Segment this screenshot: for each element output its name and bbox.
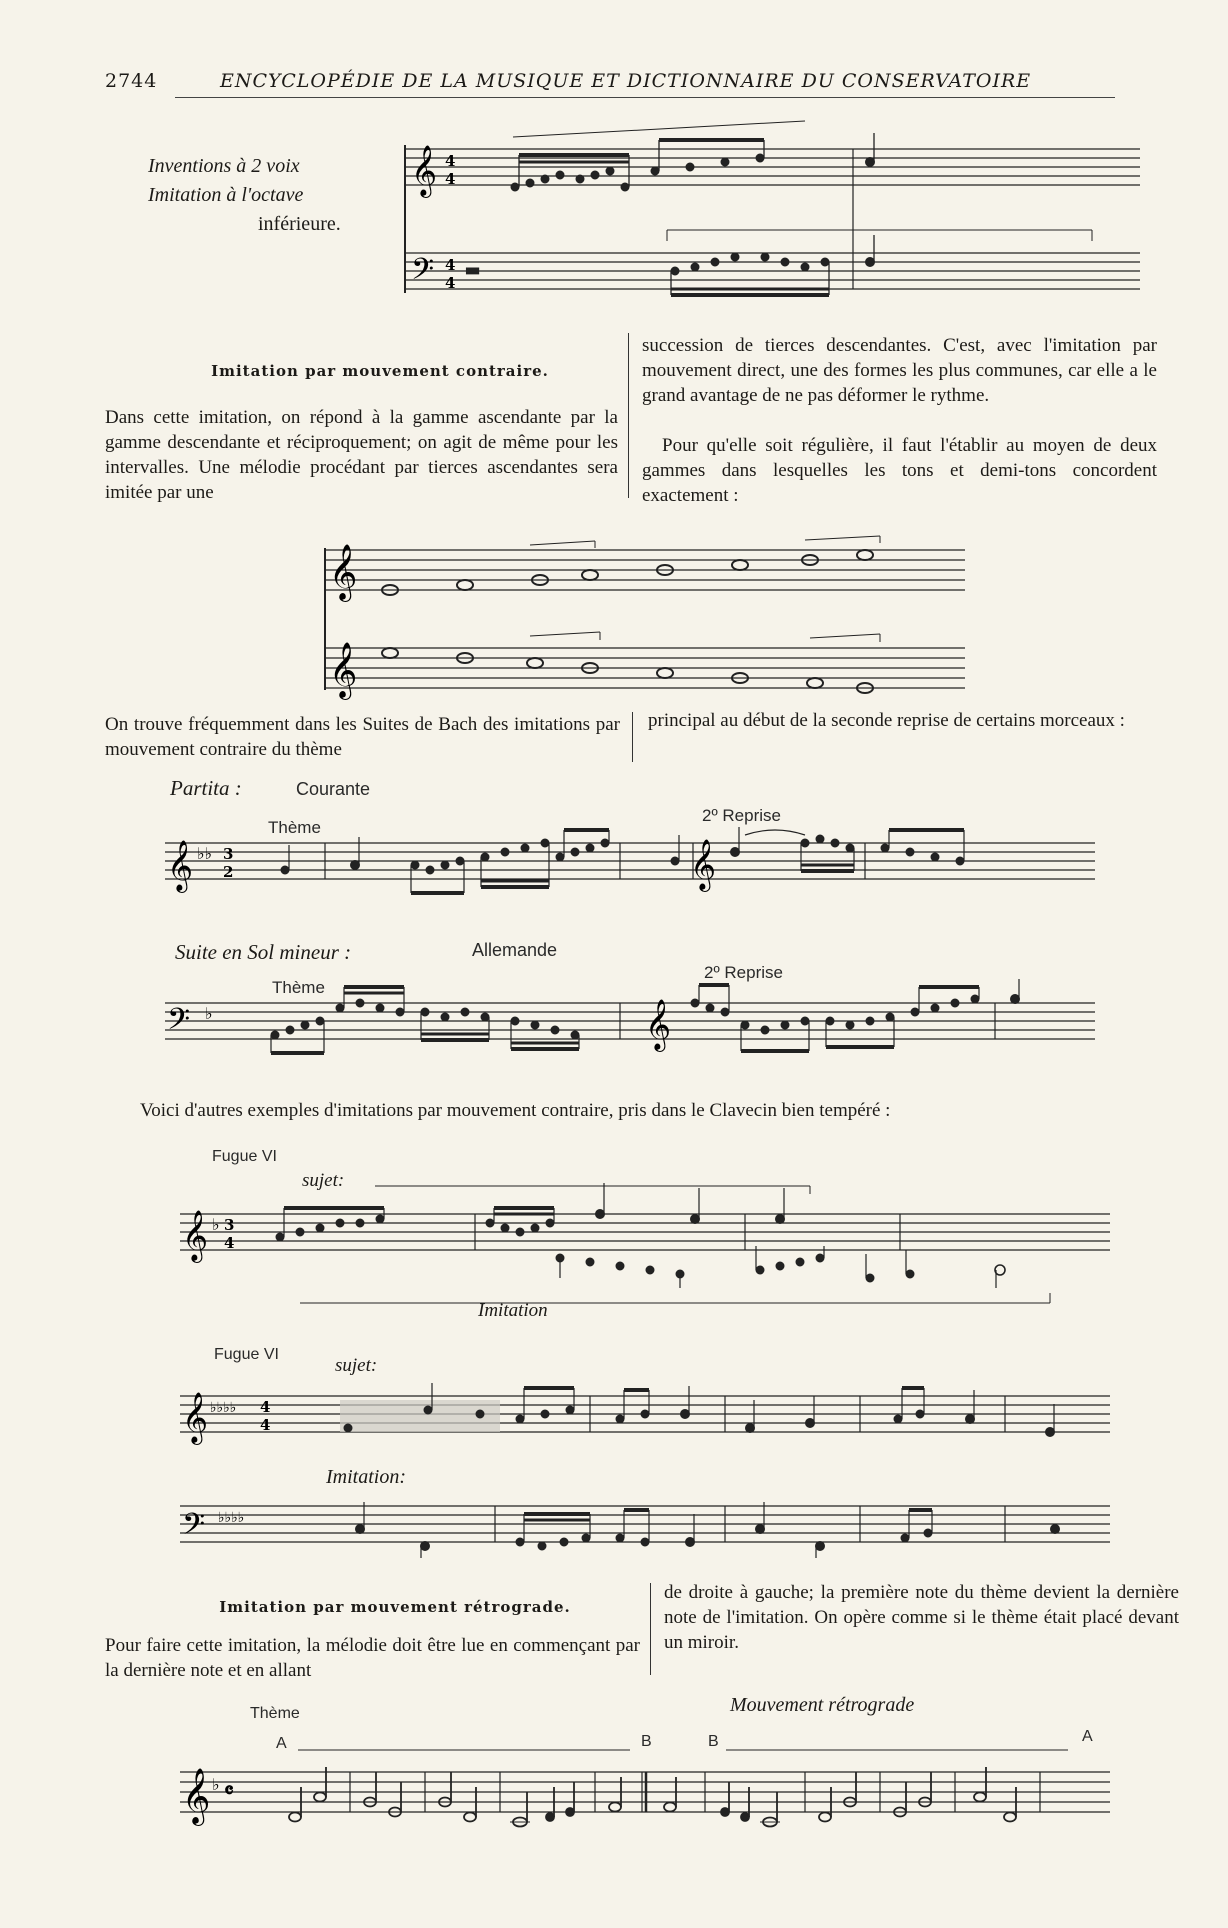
staff-lines-bass — [405, 253, 1140, 289]
column-rule — [632, 712, 633, 762]
svg-text:♭♭: ♭♭ — [197, 844, 213, 863]
section1-right-paragraph-1: succession de tierces descendantes. C'est, avec l'imitation par mouvement direct, une des formes les plus communes, car elle a le grand avantage de ne pas déformer le rythme. — [642, 335, 1157, 406]
treble-clef-icon: 𝄞 — [182, 1392, 209, 1443]
running-title: ENCYCLOPÉDIE DE LA MUSIQUE ET DICTIONNAIRE DU CONSERVATOIRE — [220, 70, 1032, 92]
scale-lower-notes — [382, 632, 880, 693]
bass-clef-icon: 𝄢 — [411, 253, 435, 294]
bass-clef-icon: 𝄢 — [167, 1003, 191, 1044]
section1-left-paragraph: Dans cette imitation, on répond à la gamme ascendante par la gamme descendante et réciproquement; on agit de même pour les intervalles. Une mélodie procédant par tierces ascendantes sera imitée par une — [105, 407, 618, 503]
section-heading-retrograde: Imitation par mouvement rétrograde. — [219, 1598, 571, 1616]
svg-text:4: 4 — [260, 1398, 271, 1416]
fugue1-imitation-label: Imitation — [478, 1300, 548, 1321]
svg-text:4: 4 — [445, 152, 456, 170]
caption-line-3: inférieure. — [258, 213, 341, 235]
marker-b-end: B — [641, 1733, 652, 1750]
fugue2-imitation-label: Imitation: — [326, 1466, 406, 1488]
marker-a-start: A — [276, 1735, 287, 1752]
fugue1-subject-label: sujet: — [302, 1170, 345, 1191]
treble-clef-icon: 𝄞 — [329, 544, 358, 600]
inventions-caption — [148, 152, 388, 239]
treble-clef-icon: 𝄞 — [167, 840, 194, 891]
column-rule — [628, 333, 629, 498]
svg-text:𝄴: 𝄴 — [224, 1778, 234, 1804]
retrograde-theme-label: Thème — [250, 1705, 300, 1722]
svg-text:♭: ♭ — [212, 1775, 220, 1794]
suites-intro-right: principal au début de la seconde reprise de certains morceaux : — [648, 710, 1125, 731]
section1-right-paragraph-2: Pour qu'elle soit régulière, il faut l'établir au moyen de deux gammes dans lesquelles les tons et demi-tons concordent exactement : — [642, 435, 1157, 506]
treble-clef-icon: 𝄞 — [182, 1210, 209, 1261]
section2-left-paragraph: Pour faire cette imitation, la mélodie doit être lue en commençant par la dernière note et en allant — [105, 1635, 640, 1681]
music-fugue-1 — [180, 1178, 1115, 1318]
marker-b-start: B — [708, 1733, 719, 1750]
svg-text:4: 4 — [445, 274, 456, 292]
svg-text:▬: ▬ — [465, 260, 481, 279]
marker-a-end: A — [1082, 1728, 1093, 1745]
bass-clef-icon: 𝄢 — [182, 1508, 206, 1549]
treble-clef-icon: 𝄞 — [182, 1768, 211, 1824]
suite-sol-title: Suite en Sol mineur : — [175, 940, 352, 964]
svg-text:♭: ♭ — [212, 1215, 220, 1234]
caption-line-2: Imitation à l'octave — [148, 184, 304, 206]
svg-text:4: 4 — [445, 170, 456, 188]
scale-upper-notes — [379, 536, 880, 595]
svg-text:♭♭♭♭: ♭♭♭♭ — [210, 1400, 237, 1416]
suite-sol-theme-label: Thème — [272, 978, 325, 997]
music-retrograde — [180, 1742, 1115, 1842]
music-scales — [325, 530, 965, 698]
page-number: 2744 — [105, 70, 158, 92]
suite-sol-movement: Allemande — [472, 940, 558, 960]
svg-text:3: 3 — [223, 845, 234, 863]
partita-reprise-label: 2º Reprise — [702, 806, 781, 825]
fugue2-subject-label: sujet: — [335, 1355, 378, 1376]
partita-movement: Courante — [296, 779, 371, 799]
treble-clef-icon: 𝄞 — [645, 999, 672, 1050]
clavecin-intro: Voici d'autres exemples d'imitations par mouvement contraire, pris dans le Clavecin bien tempéré : — [140, 1100, 891, 1121]
fugue2-label: Fugue VI — [214, 1346, 279, 1363]
treble-clef-icon: 𝄞 — [690, 839, 717, 890]
svg-text:4: 4 — [260, 1416, 271, 1434]
music-suite-sol — [165, 985, 1100, 1060]
suites-intro-left: On trouve fréquemment dans les Suites de Bach des imitations par mouvement contraire du thème — [105, 714, 620, 760]
music-inventions — [405, 135, 1145, 295]
suite-sol-reprise-label: 2º Reprise — [704, 963, 783, 982]
fugue1-label: Fugue VI — [212, 1148, 277, 1165]
running-header — [105, 70, 1115, 92]
music-fugue-2-subject — [180, 1378, 1115, 1458]
svg-text:3: 3 — [224, 1216, 235, 1234]
column-rule — [650, 1583, 651, 1675]
retrograde-movement-label: Mouvement rétrograde — [730, 1694, 915, 1716]
treble-clef-icon: 𝄞 — [329, 642, 358, 698]
partita-theme-label: Thème — [268, 818, 321, 837]
staff-lines-treble — [405, 149, 1140, 185]
svg-text:4: 4 — [224, 1234, 235, 1252]
staff-lines-lower — [325, 648, 965, 688]
treble-clef-icon: 𝄞 — [411, 145, 438, 196]
music-fugue-2-imitation — [180, 1488, 1115, 1568]
treble-notes — [511, 121, 875, 191]
music-partita — [165, 825, 1100, 900]
header-rule — [175, 97, 1115, 98]
section2-right-paragraph: de droite à gauche; la première note du thème devient la dernière note de l'imitation. On opère comme si le thème était placé devant un miroir. — [664, 1582, 1179, 1653]
svg-text:2: 2 — [223, 863, 234, 881]
caption-line-1: Inventions à 2 voix — [148, 155, 300, 177]
svg-text:4: 4 — [445, 256, 456, 274]
section-heading-contraire: Imitation par mouvement contraire. — [211, 362, 549, 380]
staff-lines-upper — [325, 550, 965, 590]
svg-text:♭♭♭♭: ♭♭♭♭ — [218, 1510, 245, 1526]
partita-title: Partita : — [170, 776, 242, 800]
svg-text:♭: ♭ — [205, 1004, 213, 1023]
